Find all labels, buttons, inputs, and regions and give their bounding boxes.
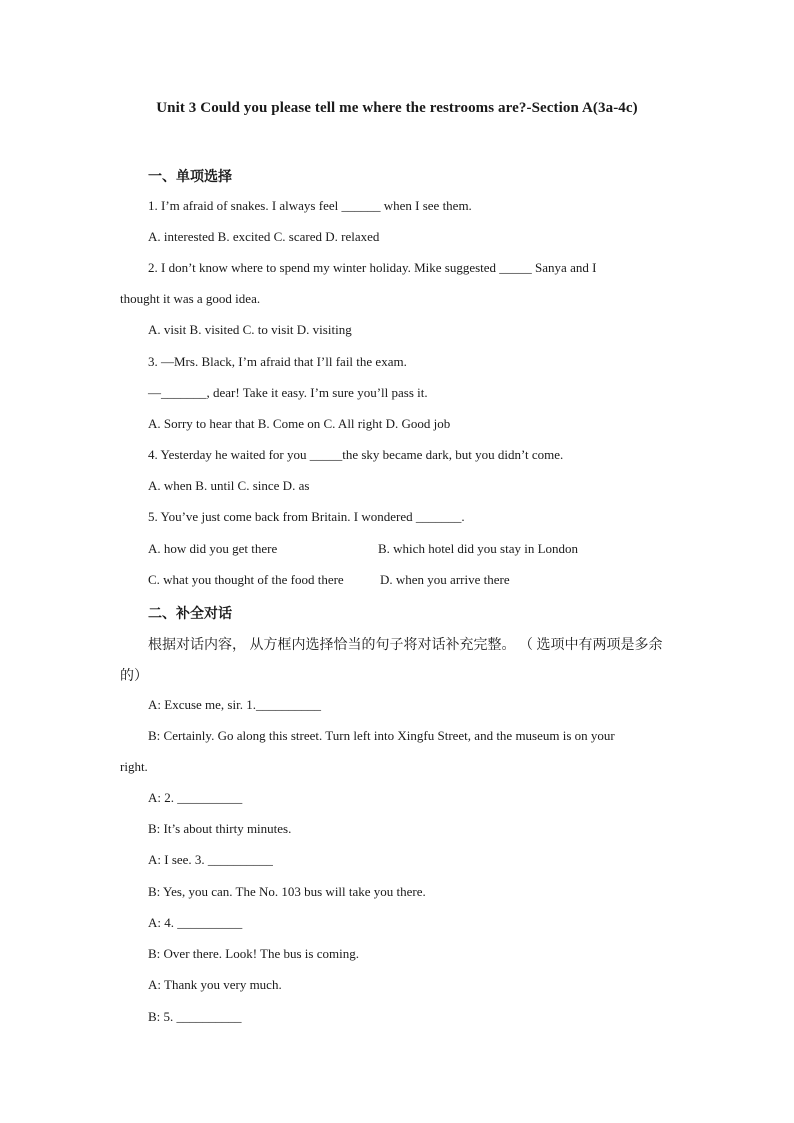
dialogue-line: B: Over there. Look! The bus is coming.	[148, 946, 359, 961]
dialogue-line: B: 5. __________	[148, 1009, 242, 1024]
dialogue-line: A: Excuse me, sir. 1.__________	[148, 697, 321, 712]
question-4-options: A. when B. until C. since D. as	[148, 478, 310, 493]
question-2-stem-cont: thought it was a good idea.	[120, 291, 261, 306]
section2-heading: 二、补全对话	[148, 607, 232, 622]
dialogue-line: A: 4. __________	[148, 915, 243, 930]
page-title: Unit 3 Could you please tell me where the restrooms are?-Section A(3a-4c)	[156, 100, 638, 116]
question-2-stem: 2. I don’t know where to spend my winter holiday. Mike suggested _____ Sanya and I	[148, 260, 597, 275]
dialogue-line: A: Thank you very much.	[148, 977, 282, 992]
section2-instruction-cont: 的）	[120, 669, 148, 684]
question-5-option-b: B. which hotel did you stay in London	[378, 541, 579, 556]
question-3-stem-cont: —_______, dear! Take it easy. I’m sure you’ll pass it.	[148, 385, 428, 400]
question-5-stem: 5. You’ve just come back from Britain. I wondered _______.	[148, 509, 465, 524]
question-3-stem: 3. —Mrs. Black, I’m afraid that I’ll fail the exam.	[148, 354, 407, 369]
question-4-stem: 4. Yesterday he waited for you _____the sky became dark, but you didn’t come.	[148, 447, 564, 462]
dialogue-line: A: 2. __________	[148, 790, 243, 805]
section2-instruction: 根据对话内容， 从方框内选择恰当的句子将对话补充完整。 （ 选项中有两项是多余	[148, 638, 663, 653]
dialogue-line: B: Yes, you can. The No. 103 bus will take you there.	[148, 884, 426, 899]
question-5-option-a: A. how did you get there	[148, 541, 278, 556]
section1-heading: 一、单项选择	[148, 170, 232, 185]
dialogue-line: right.	[120, 759, 148, 774]
question-3-options: A. Sorry to hear that B. Come on C. All right D. Good job	[148, 416, 451, 431]
dialogue-line: A: I see. 3. __________	[148, 852, 273, 867]
question-2-options: A. visit B. visited C. to visit D. visiting	[148, 322, 352, 337]
question-5-option-c: C. what you thought of the food there	[148, 572, 344, 587]
question-5-option-d: D. when you arrive there	[380, 572, 510, 587]
question-1-options: A. interested B. excited C. scared D. relaxed	[148, 229, 380, 244]
dialogue-line: B: Certainly. Go along this street. Turn left into Xingfu Street, and the museum is on your	[148, 728, 615, 743]
dialogue-line: B: It’s about thirty minutes.	[148, 821, 292, 836]
question-1-stem: 1. I’m afraid of snakes. I always feel ______ when I see them.	[148, 198, 472, 213]
